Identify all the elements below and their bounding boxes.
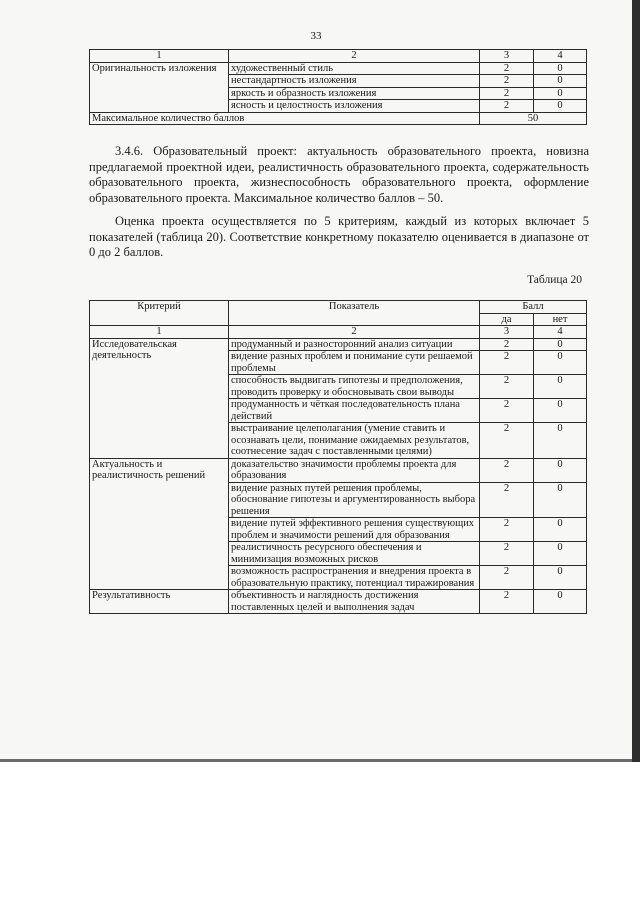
table-header-row [90, 301, 587, 314]
score-yes-cell: 2 [480, 62, 534, 75]
score-yes-cell: 2 [480, 399, 534, 423]
score-no-cell: 0 [534, 542, 587, 566]
col-number-1: 1 [90, 50, 229, 63]
score-no-cell: 0 [534, 375, 587, 399]
score-yes-cell: 2 [480, 566, 534, 590]
score-yes-cell: 2 [480, 87, 534, 100]
assessment-paragraph [89, 214, 589, 261]
col-number-4: 4 [534, 50, 587, 63]
score-yes-cell: 2 [480, 423, 534, 459]
table-header-row [90, 50, 587, 63]
column-number-row [90, 326, 587, 339]
indicator-cell: видение разных проблем и понимание сути решаемой проблемы [229, 351, 480, 375]
score-no-cell: 0 [534, 87, 587, 100]
criteria-table-continued [89, 49, 587, 125]
score-no-cell: 0 [534, 458, 587, 482]
score-yes-cell: 2 [480, 458, 534, 482]
criterion-cell: Результативность [90, 590, 229, 614]
col-number-2: 2 [229, 326, 480, 339]
indicator-cell: доказательство значимости проблемы проекта для образования [229, 458, 480, 482]
table-row [90, 62, 587, 75]
indicator-cell: способность выдвигать гипотезы и предположения, проводить проверку и обосновывать свои выводы [229, 375, 480, 399]
indicator-cell: художественный стиль [229, 62, 480, 75]
col-number-2: 2 [229, 50, 480, 63]
score-yes-cell: 2 [480, 482, 534, 518]
indicator-cell: видение путей эффективного решения существующих проблем и значимости решений для образования [229, 518, 480, 542]
page-number: 33 [310, 30, 322, 42]
score-yes-cell: 2 [480, 590, 534, 614]
score-yes-cell: 2 [480, 351, 534, 375]
score-no-cell: 0 [534, 482, 587, 518]
score-header: Балл [480, 301, 587, 314]
criterion-cell: Оригинальность изложения [90, 62, 229, 112]
indicator-cell: яркость и образность изложения [229, 87, 480, 100]
score-no-cell: 0 [534, 566, 587, 590]
col-number-3: 3 [480, 326, 534, 339]
max-score-label: Максимальное количество баллов [90, 112, 480, 125]
score-no-cell: 0 [534, 351, 587, 375]
table-caption: Таблица 20 [527, 274, 582, 286]
score-yes-cell: 2 [480, 542, 534, 566]
score-no-cell: 0 [534, 399, 587, 423]
score-no-cell: 0 [534, 100, 587, 113]
no-header: нет [534, 313, 587, 326]
table-row [90, 338, 587, 351]
score-yes-cell: 2 [480, 518, 534, 542]
indicator-cell: продуманность и чёткая последовательность плана действий [229, 399, 480, 423]
col-number-3: 3 [480, 50, 534, 63]
indicator-cell: ясность и целостность изложения [229, 100, 480, 113]
indicator-cell: видение разных путей решения проблемы, обоснование гипотезы и аргументированность выбора решения [229, 482, 480, 518]
indicator-header: Показатель [229, 301, 480, 326]
indicator-cell: возможность распространения и внедрения проекта в образовательную практику, потенциал тиражирования [229, 566, 480, 590]
score-no-cell: 0 [534, 338, 587, 351]
yes-header: да [480, 313, 534, 326]
table-row [90, 458, 587, 482]
criterion-header: Критерий [90, 301, 229, 326]
score-no-cell: 0 [534, 423, 587, 459]
indicator-cell: продуманный и разносторонний анализ ситуации [229, 338, 480, 351]
project-criteria-table [89, 300, 587, 614]
score-no-cell: 0 [534, 62, 587, 75]
indicator-cell: объективность и наглядность достижения поставленных целей и выполнения задач [229, 590, 480, 614]
score-no-cell: 0 [534, 590, 587, 614]
score-yes-cell: 2 [480, 338, 534, 351]
paragraph-text: Оценка проекта осуществляется по 5 критериям, каждый из которых включает 5 показателей (таблица 20). Соответствие конкретному показателю оценивается в диапазоне от 0 до 2 баллов. [89, 214, 589, 260]
score-yes-cell: 2 [480, 75, 534, 88]
criterion-cell: Исследовательская деятельность [90, 338, 229, 458]
indicator-cell: реалистичность ресурсного обеспечения и минимизация возможных рисков [229, 542, 480, 566]
score-yes-cell: 2 [480, 375, 534, 399]
col-number-1: 1 [90, 326, 229, 339]
max-score-value: 50 [480, 112, 587, 125]
criterion-cell: Актуальность и реалистичность решений [90, 458, 229, 590]
score-yes-cell: 2 [480, 100, 534, 113]
max-score-row [90, 112, 587, 125]
indicator-cell: нестандартность изложения [229, 75, 480, 88]
paragraph-text: 3.4.6. Образовательный проект: актуальность образовательного проекта, новизна предлагаемой проектной идеи, реалистичность образовательного проекта, содержательность образовательного проекта, жизнеспособность образовательного проекта, оформление образовательного проекта. Максимальное количество баллов – 50. [89, 144, 589, 205]
score-no-cell: 0 [534, 75, 587, 88]
table-row [90, 590, 587, 614]
score-no-cell: 0 [534, 518, 587, 542]
section-paragraph [89, 144, 589, 206]
col-number-4: 4 [534, 326, 587, 339]
indicator-cell: выстраивание целеполагания (умение ставить и осознавать цели, понимание ожидаемых результатов, соотнесение задач с поставленными целями) [229, 423, 480, 459]
